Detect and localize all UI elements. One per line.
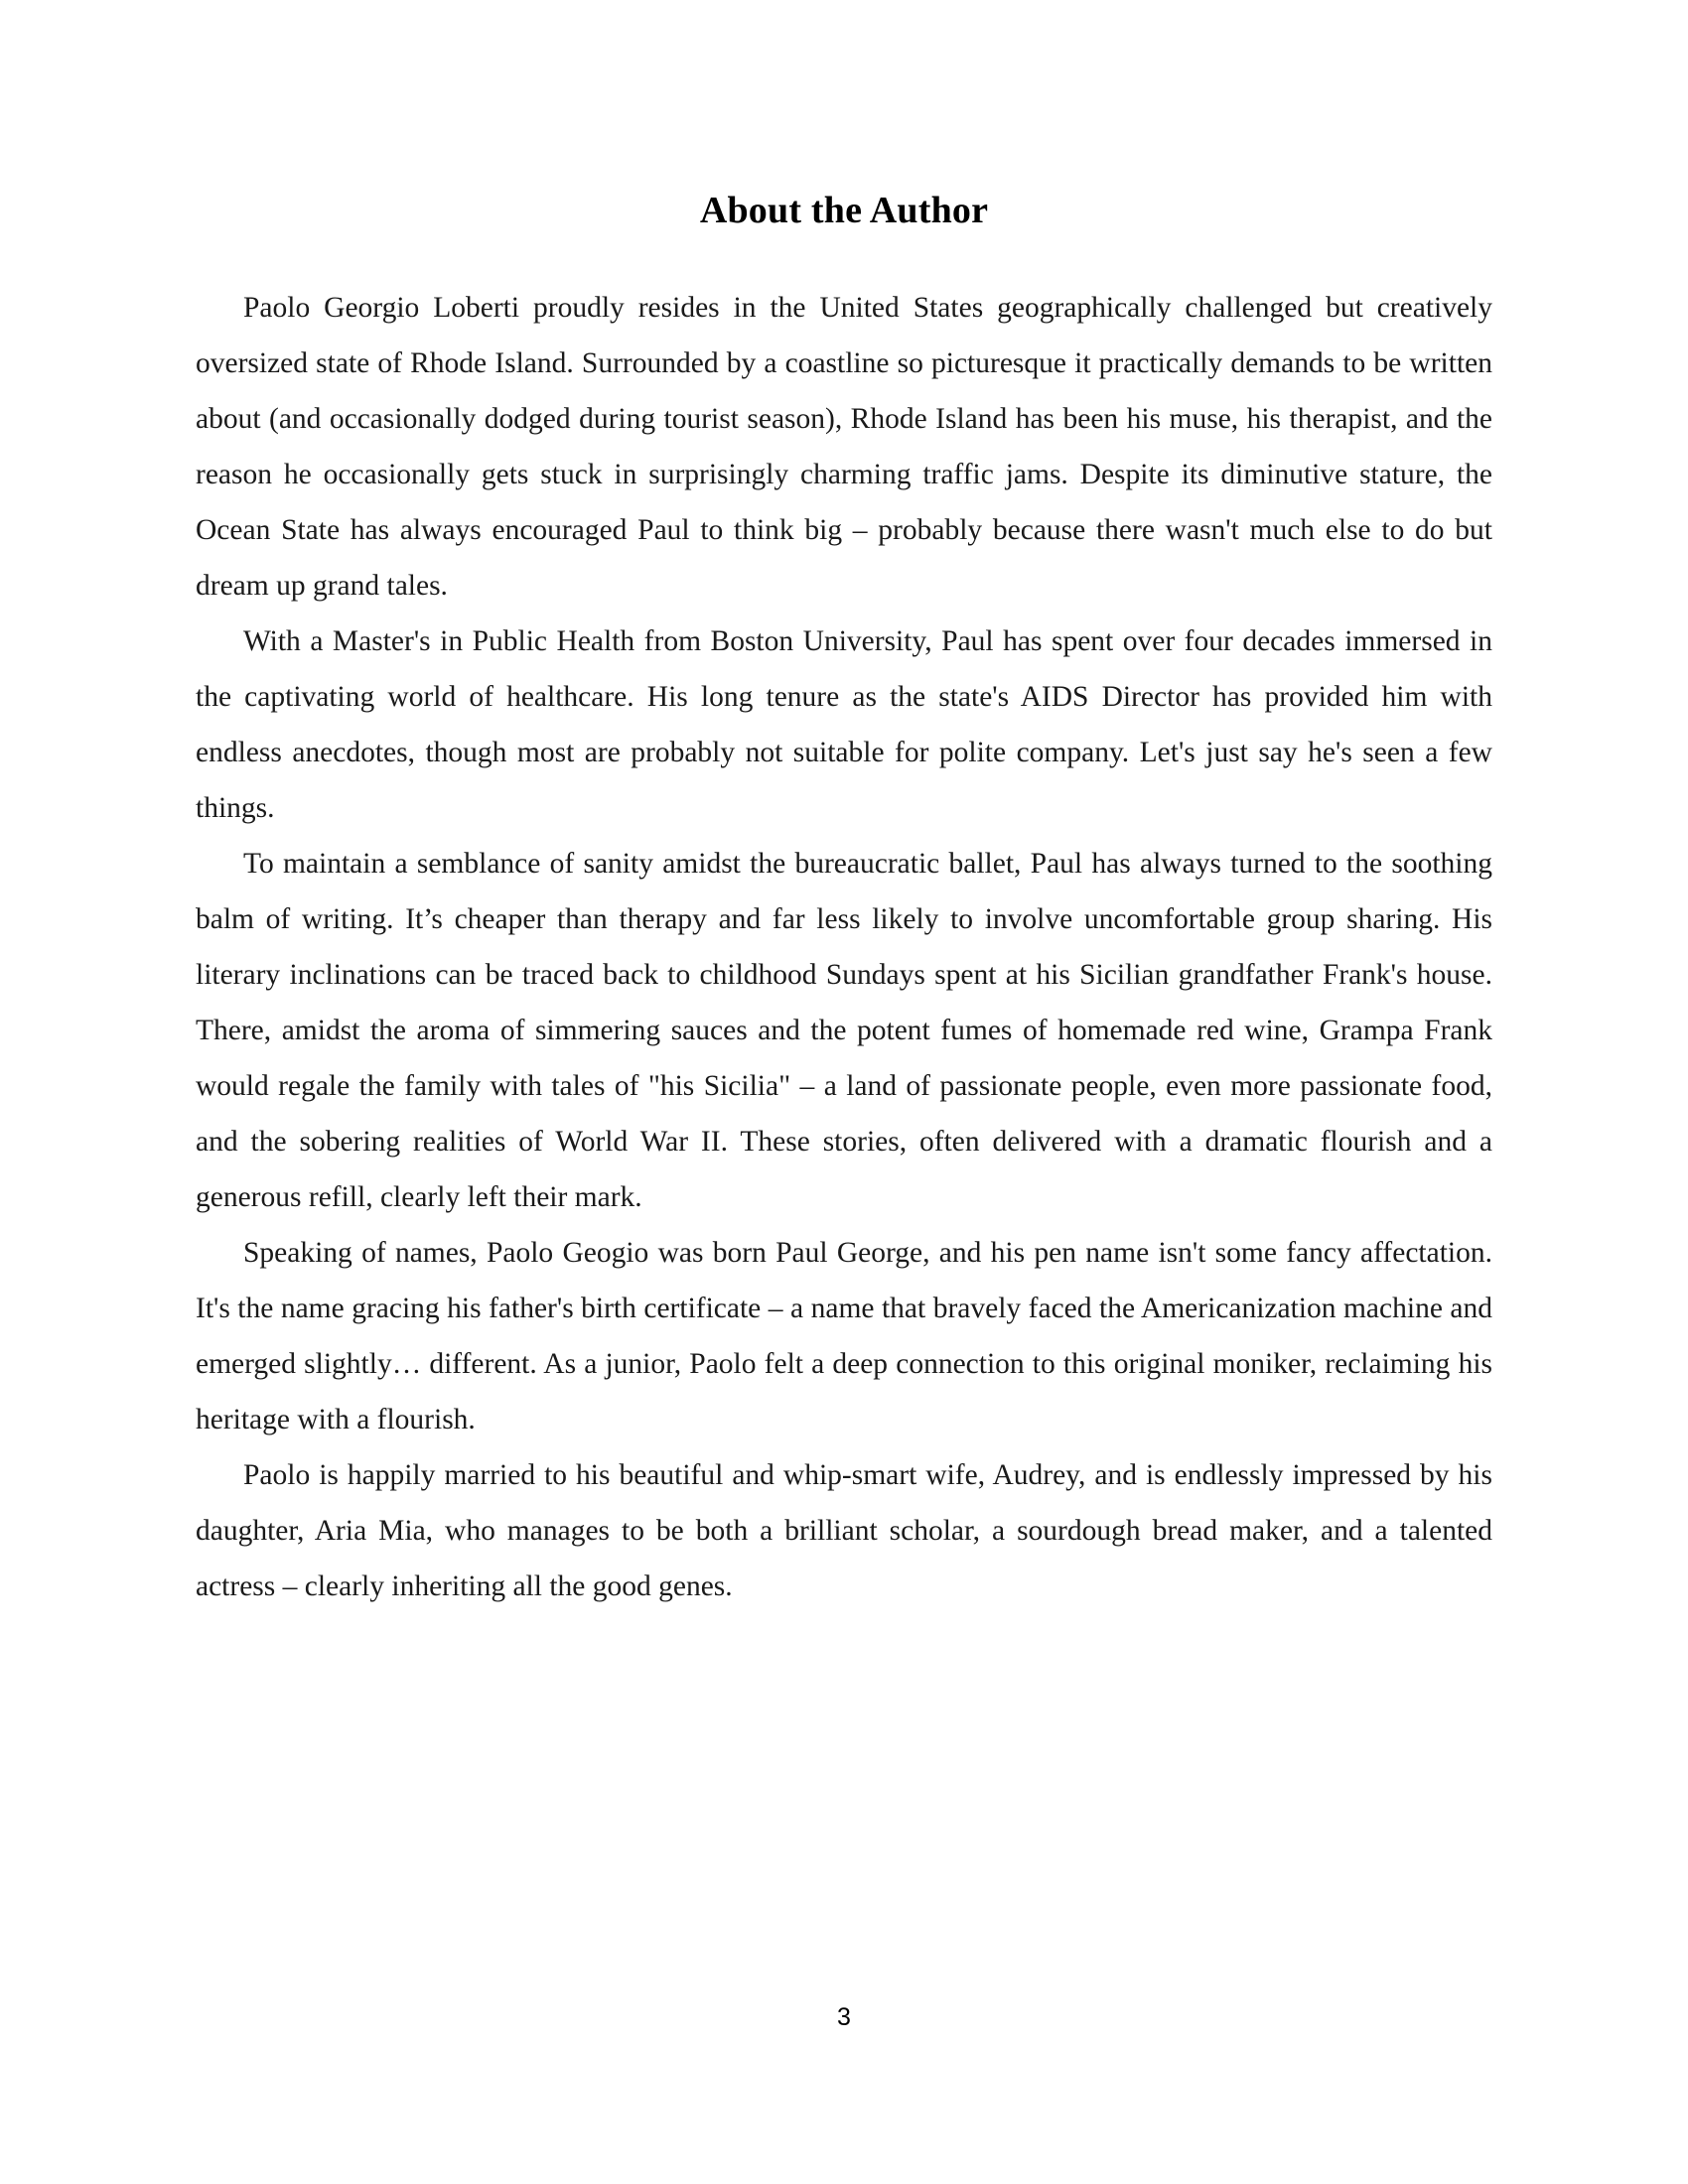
body-paragraph-1: Paolo Georgio Loberti proudly resides in the United States geographically challenged but creatively oversized state of Rhode Island. Surrounded by a coastline so picturesque it practically demands to be written about (and occasionally dodged during tourist season), Rhode Island has been his muse, his therapist, and the reason he occasionally gets stuck in surprisingly charming traffic jams. Despite its diminutive stature, the Ocean State has always encouraged Paul to think big – probably because there wasn't much else to do but dream up grand tales. — [196, 291, 1492, 602]
body-paragraph-3: To maintain a semblance of sanity amidst the bureaucratic ballet, Paul has always turned to the soothing balm of writing. It’s cheaper than therapy and far less likely to involve uncomfortable group sharing. His literary inclinations can be traced back to childhood Sundays spent at his Sicilian grandfather Frank's house. There, amidst the aroma of simmering sauces and the potent fumes of homemade red wine, Grampa Frank would regale the family with tales of "his Sicilia" – a land of passionate people, even more passionate food, and the sobering realities of World War II. These stories, often delivered with a dramatic flourish and a generous refill, clearly left their mark. — [196, 847, 1492, 1213]
body-paragraph-2: With a Master's in Public Health from Boston University, Paul has spent over four decades immersed in the captivating world of healthcare. His long tenure as the state's AIDS Director has provided him with endless anecdotes, though most are probably not suitable for polite company. Let's just say he's seen a few things. — [196, 624, 1492, 824]
page-number: 3 — [837, 2003, 851, 2031]
body-paragraph-4: Speaking of names, Paolo Geogio was born Paul George, and his pen name isn't some fancy affectation. It's the name gracing his father's birth certificate – a name that bravely faced the Americanization machine and emerged slightly… different. As a junior, Paolo felt a deep connection to this original moniker, reclaiming his heritage with a flourish. — [196, 1236, 1492, 1435]
document-content — [196, 0, 1492, 1614]
page-title: About the Author — [699, 190, 989, 231]
body-paragraph-5: Paolo is happily married to his beautiful and whip-smart wife, Audrey, and is endlessly impressed by his daughter, Aria Mia, who manages to be both a brilliant scholar, a sourdough bread maker, and a talented actress – clearly inheriting all the good genes. — [196, 1458, 1492, 1602]
